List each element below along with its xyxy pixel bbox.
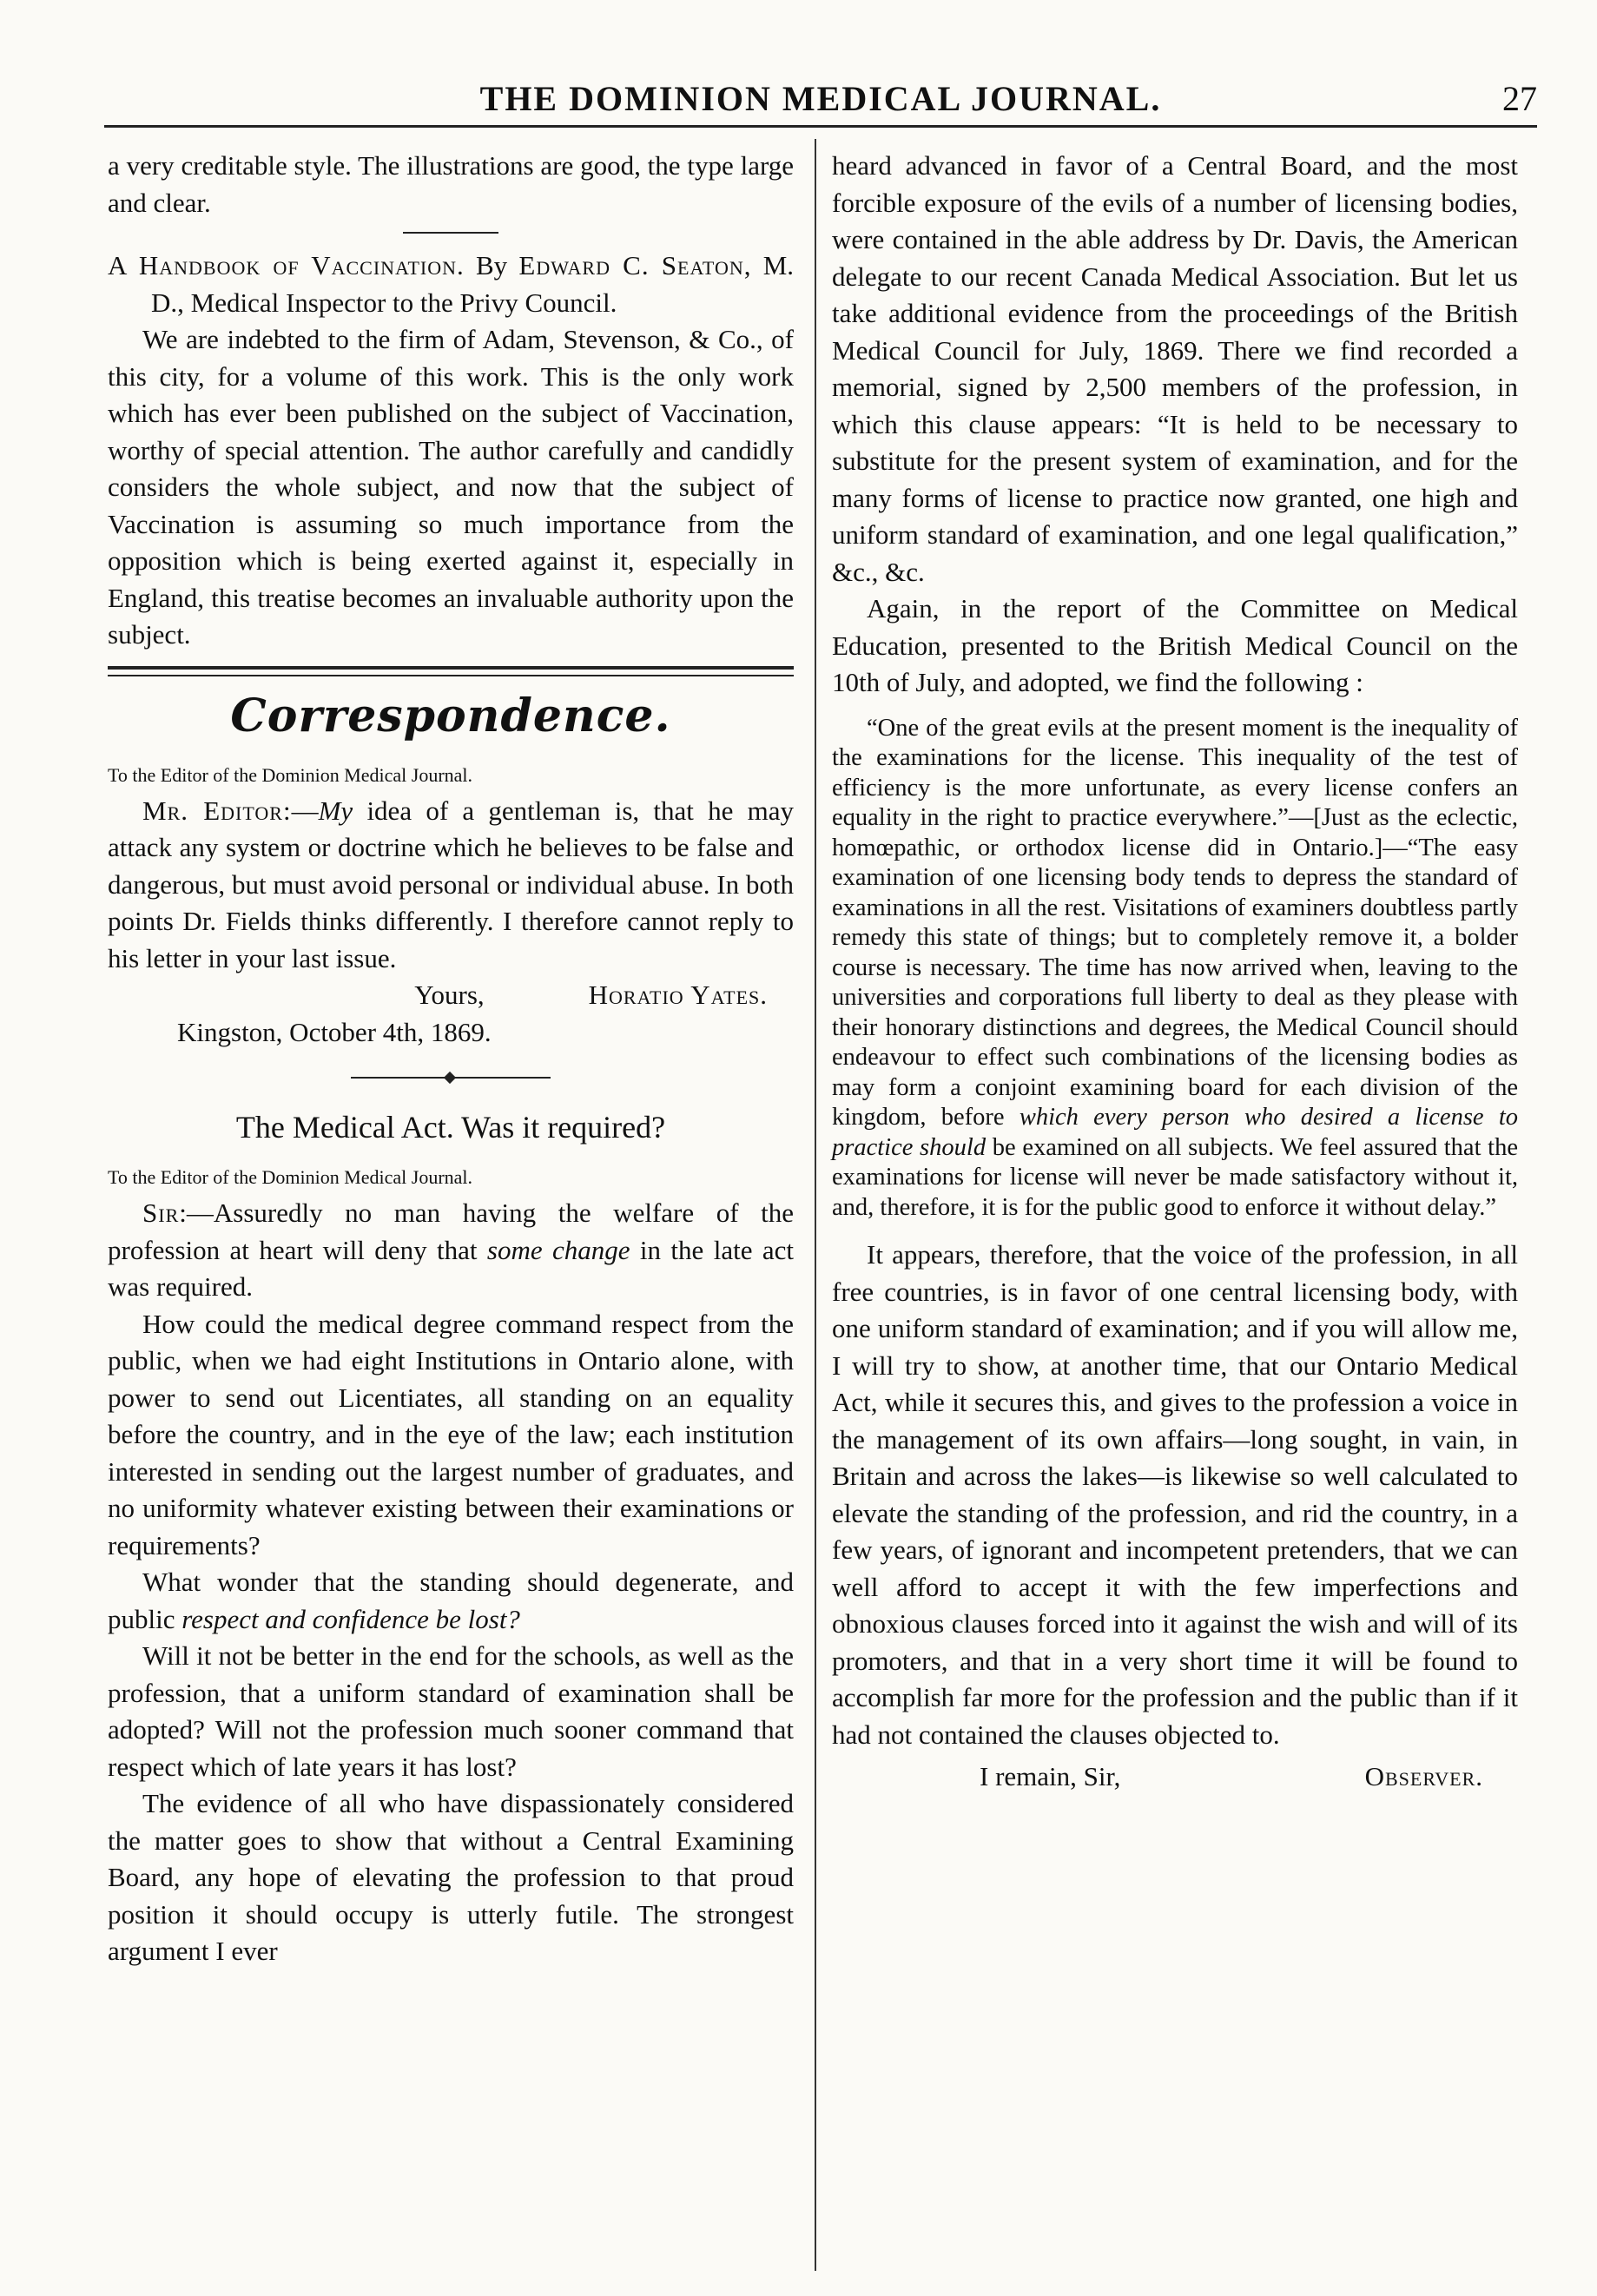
letter1-signature: Horatio Yates. [588,980,768,1010]
letter1-place-date: Kingston, October 4th, 1869. [177,1016,492,1047]
letter1-closing: Yours, [414,980,485,1010]
letter2-closing: I remain, Sir, [980,1761,1121,1791]
book-credentials: M. D., Medical Inspector to the Privy Council. [151,250,795,318]
letter2-salutation: Sir [142,1197,180,1228]
ornament-rule [351,1077,551,1079]
running-title: THE DOMINION MEDICAL JOURNAL. [479,79,1162,118]
letter1-text: idea of a gentleman is, that he may attack any system or doctrine which he believes to be false and dangerous, but must avoid personal or individual abuse. In both points Dr. Fields thinks differently. I therefore cannot reply to his letter in your last issue. [108,795,795,973]
letter1-dash: — [291,795,319,826]
book-author: Edward C. Seaton, [518,250,752,280]
short-rule [403,232,498,234]
letter2-p1-end: in the late act was required. [108,1234,794,1302]
letter2-p5: The evidence of all who have dispassionately considered the matter goes to show that without a Central Examining Board, any hope of elevating the profession to that proud position it should occupy is utterly futile. The strongest argument I ever [108,1788,794,1966]
section-rule [108,666,794,676]
right-p1: heard advanced in favor of a Central Board, and the most forcible exposure of the evils of a number of licensing bodies, were contained in the able address by Dr. Davis, the American delegate to our recent Canada Medical Association. But let us take additional evidence from the proceedings of the British Medical Council for July, 1869. There we find recorded a memorial, signed by 2,500 members of the profession, in which this clause appears: “It is held to be necessary to substitute for the present system of examination, and for the many forms of license to practice now granted, one high and uniform standard of examination, and one legal qualification,” &c., &c. [832,150,1518,587]
right-p3: It appears, therefore, that the voice of the profession, in all free countries, is in favor of one central licensing body, with one uniform standard of examination; and if you will allow me, I will try to show, at another time, that our Ontario Medical Act, while it secures this, and gives to the profession a voice in the management of its own affairs—long sought, in vain, in Britain and across the lakes—is likewise so well calculated to elevate the standing of the profession, and rid the country, in a few years, of ignorant and incompetent pretenders, that we can well afford to accept it with the few imperfections and obnoxious clauses forced into it against the wish and will of its promoters, and that in a very short time it will be found to accomplish far more for the profession and the public than if it had not contained the clauses objected to. [832,1239,1518,1750]
letter2-p3-italic: respect and confidence be lost? [181,1603,520,1634]
book-by: By [476,250,508,280]
letter1-addressee: To the Editor of the Dominion Medical Journal. [108,763,473,786]
letter2-p3 [108,1564,794,1638]
intro-text: a very creditable style. The illustrations are good, the type large and clear. [108,150,794,218]
letter1-salutation: Mr. Editor: [142,795,292,826]
book-notice [108,247,794,321]
left-column [108,148,794,2266]
letter2-signature: Observer. [1364,1761,1483,1791]
council-quote [832,714,1518,1224]
book-review: We are indebted to the firm of Adam, Stevenson, & Co., of this city, for a volume of this work. This is the only work which has ever been published on the subject of Vaccination, worthy of special attention. The author carefully and candidly considers the whole subject, and now that the subject of Vaccination is assuming so much importance from the opposition which is being exerted against it, especially in England, this treatise becomes an invaluable authority upon the subject. [108,324,794,650]
ornament-diamond [444,1072,456,1084]
column-divider [815,139,816,2271]
article-title: The Medical Act. Was it required? [235,1110,666,1145]
letter2-p1 [108,1195,794,1306]
quote-italic: which every person who desired a license to practice should [832,1104,1519,1161]
section-title: Correspondence. [230,689,671,742]
letter2-p2: How could the medical degree command respect from the public, when we had eight Institutions in Ontario alone, with power to send out Licentiates, all standing on an equality before the country, and in the eye of the law; each institution interested in sending out the largest number of graduates, and no uniformity whatever existing between their examinations or requirements? [108,1308,794,1560]
right-column [832,148,1518,2266]
letter1-signoff [108,977,794,1014]
right-p2: Again, in the report of the Committee on Medical Education, presented to the British Medical Council on the 10th of July, and adopted, we find the following : [832,593,1518,697]
book-title: A Handbook of Vaccination. [108,250,465,280]
letter1-body [108,793,794,978]
letter1-italic: My [318,795,353,826]
quote-part2: be examined on all subjects. We feel assured that the examinations for license will never be made satisfactory without it, and, therefore, it is for the public good to enforce it without delay.” [832,1133,1518,1221]
letter2-p3-start: What wonder that the standing should degenerate, and public [108,1567,794,1634]
letter2-p1-italic: some change [486,1234,630,1265]
quote-part1: “One of the great evils at the present moment is the inequality of the examinations for the license. This inequality of the test of efficiency is the more unfortunate, as every license confers an equality in the right to practice everywhere.”—[Just as the eclectic, homœpathic, or orthodox license did in Ontario.]—“The easy examination of one licensing body tends to depress the standard of examinations in all the rest. Visitations of examiners doubtless partly remedy this state of things; but to completely remove it, a bolder course is necessary. The time has now arrived when, leaving to the universities and corporations full liberty to deal as they please with their honorary distinctions and degrees, the Medical Council should endeavour to effect such combinations of the licensing bodies as may form a conjoint examining board for each division of the kingdom, before [832,714,1518,1131]
letter2-p1-start: :—Assuredly no man having the welfare of the profession at heart will deny that [108,1197,794,1265]
running-header [104,73,1537,128]
letter2-signoff [832,1758,1518,1796]
letter2-addressee: To the Editor of the Dominion Medical Journal. [108,1166,473,1188]
letter2-p4: Will it not be better in the end for the schools, as well as the profession, that a uniform standard of examination shall be adopted? Will not the profession much sooner command that respect which of late years it has lost? [108,1640,794,1782]
page-number: 27 [1502,79,1537,118]
